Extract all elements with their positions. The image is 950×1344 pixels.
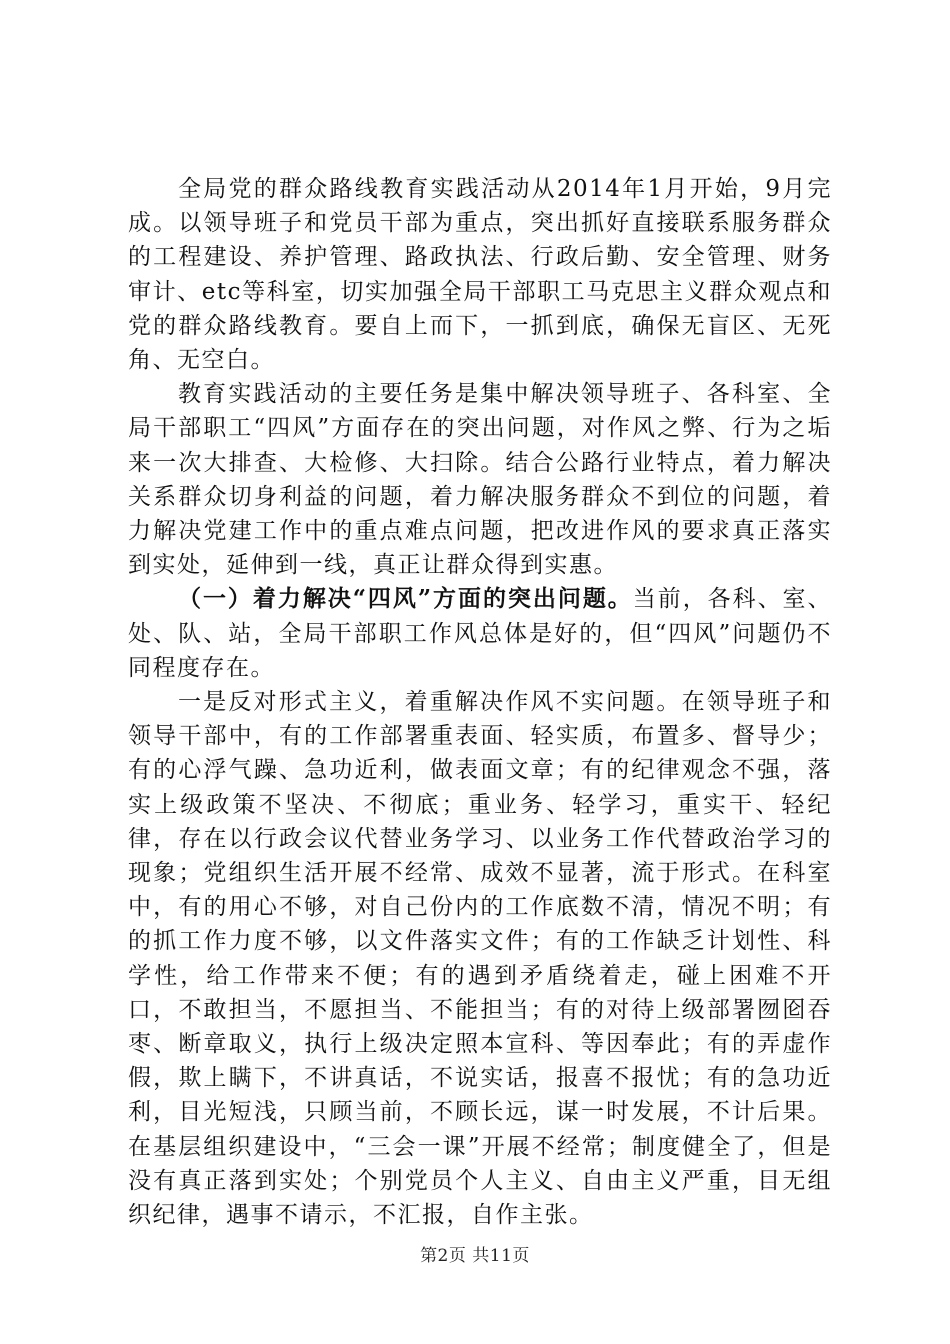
section-heading: （一）着力解决“四风”方面的突出问题。: [178, 585, 633, 613]
paragraph-formalism: [128, 685, 832, 1232]
paragraph-section-one: [128, 582, 832, 685]
paragraph-text: 教育实践活动的主要任务是集中解决领导班子、各科室、全局干部职工“四风”方面存在的突出问题，对作风之弊、行为之垢来一次大排查、大检修、大扫除。结合公路行业特点，着力解决关系群众切身利益的问题，着力解决服务群众不到位的问题，着力解决党建工作中的重点难点问题，把改进作风的要求真正落实到实处，延伸到一线，真正让群众得到实惠。: [128, 381, 832, 579]
paragraph-text: 全局党的群众路线教育实践活动从2014年1月开始，9月完成。以领导班子和党员干部为重点，突出抓好直接联系服务群众的工程建设、养护管理、路政执法、行政后勤、安全管理、财务审计、etc等科室，切实加强全局干部职工马克思主义群众观点和党的群众路线教育。要自上而下，一抓到底，确保无盲区、无死角、无空白。: [128, 176, 832, 374]
paragraph-text: 一是反对形式主义，着重解决作风不实问题。在领导班子和领导干部中，有的工作部署重表面、轻实质，布置多、督导少；有的心浮气躁、急功近利，做表面文章；有的纪律观念不强，落实上级政策不坚决、不彻底；重业务、轻学习，重实干、轻纪律，存在以行政会议代替业务学习、以业务工作代替政治学习的现象；党组织生活开展不经常、成效不显著，流于形式。在科室中，有的用心不够，对自己份内的工作底数不清，情况不明；有的抓工作力度不够，以文件落实文件；有的工作缺乏计划性、科学性，给工作带来不便；有的遇到矛盾绕着走，碰上困难不开口，不敢担当，不愿担当、不能担当；有的对待上级部署囫囵吞枣、断章取义，执行上级决定照本宣科、等因奉此；有的弄虚作假，欺上瞒下，不讲真话，不说实话，报喜不报忧；有的急功近利，目光短浅，只顾当前，不顾长远，谋一时发展，不计后果。在基层组织建设中，“三会一课”开展不经常；制度健全了，但是没有真正落到实处；个别党员个人主义、自由主义严重，目无组织纪律，遇事不请示，不汇报，自作主张。: [128, 689, 832, 1229]
document-body: [128, 172, 832, 1232]
page-number: 第2页 共11页: [420, 1246, 530, 1266]
paragraph-main-tasks: [128, 377, 832, 582]
paragraph-text: 当前，各科、室、处、队、站，全局干部职工作风总体是好的，但“四风”问题仍不同程度存在。: [128, 586, 833, 681]
paragraph-activity-schedule: [128, 172, 832, 377]
page-footer: [0, 1241, 950, 1266]
